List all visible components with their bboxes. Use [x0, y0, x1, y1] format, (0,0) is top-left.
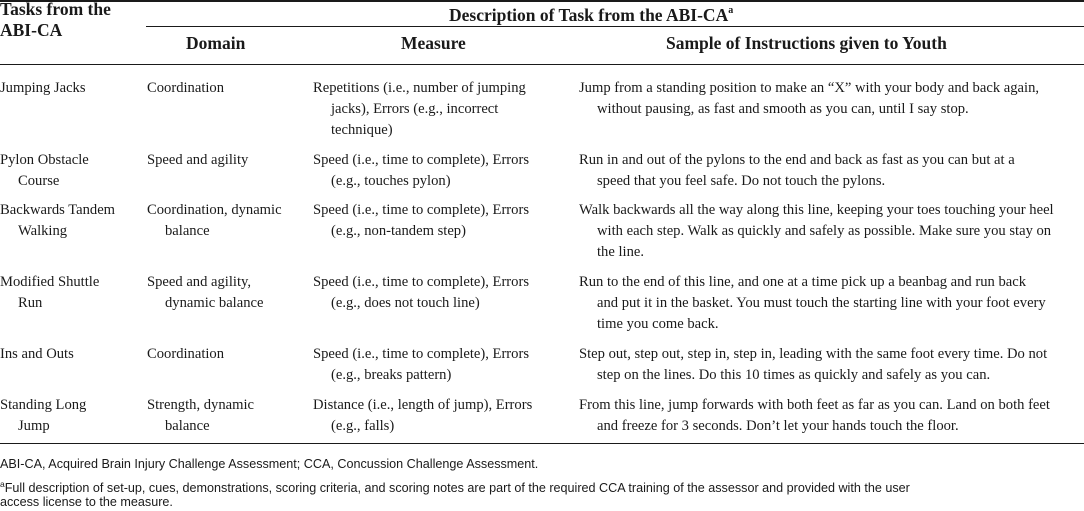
row-6-measure: Distance (i.e., length of jump), Errors (e.g., falls) [313, 397, 533, 434]
header-measure: Measure [401, 33, 466, 53]
row-6-instructions: From this line, jump forwards with both feet as far as you can. Land on both feet and freeze for 3 seconds. Don’t let your hands touch the floor. [579, 397, 1050, 434]
row-3-task: Backwards Tandem Walking [0, 202, 116, 239]
row-5-task: Ins and Outs [0, 346, 74, 362]
row-4-instructions: Run to the end of this line, and one at a time pick up a beanbag and run back and put it in the basket. You must touch the starting line with your foot every time you come back. [579, 274, 1046, 332]
row-3-measure: Speed (i.e., time to complete), Errors (e.g., non-tandem step) [313, 202, 529, 239]
footnote-a-line-2: access license to the measure. [0, 495, 173, 509]
row-2-domain: Speed and agility [147, 152, 249, 168]
row-2-measure: Speed (i.e., time to complete), Errors (e.g., touches pylon) [313, 152, 529, 189]
header-bottom-rule [0, 64, 1084, 65]
row-5-measure: Speed (i.e., time to complete), Errors (e.g., breaks pattern) [313, 346, 529, 383]
footnote-abbreviations: ABI-CA, Acquired Brain Injury Challenge Assessment; CCA, Concussion Challenge Assessment. [0, 457, 539, 471]
row-4-measure: Speed (i.e., time to complete), Errors (e.g., does not touch line) [313, 274, 529, 311]
row-6-domain: Strength, dynamic balance [147, 397, 255, 434]
row-2-instructions: Run in and out of the pylons to the end and back as fast as you can but at a speed that you feel safe. Do not touch the pylons. [579, 152, 1015, 189]
row-1-instructions: Jump from a standing position to make an “X” with your body and back again, without pausing, as fast and smooth as you can, until I say stop. [579, 80, 1040, 117]
row-1-measure: Repetitions (i.e., number of jumping jacks), Errors (e.g., incorrect technique) [313, 80, 526, 138]
group-header-rule [146, 26, 1084, 27]
row-3-instructions: Walk backwards all the way along this line, keeping your toes touching your heel with each step. Walk as quickly and safely as possible. Make sure you stay on the line. [579, 202, 1054, 260]
footnote-marker: a [0, 479, 5, 489]
row-5-instructions: Step out, step out, step in, step in, leading with the same foot every time. Do not step on the lines. Do this 10 times as quickly and safely as you can. [579, 346, 1048, 383]
header-tasks: Tasks from the ABI-CA [0, 0, 111, 40]
header-instructions: Sample of Instructions given to Youth [666, 33, 947, 53]
row-2-task: Pylon Obstacle Course [0, 152, 89, 189]
header-group-title: Description of Task from the ABI-$CA^a$ [449, 5, 734, 25]
header-domain: Domain [186, 33, 246, 53]
row-5-domain: Coordination [147, 346, 225, 362]
footnote-a-line-1: $^a$Full description of set-up, cues, demonstrations, scoring criteria, and scoring notes are part of the required CCA training of the assessor and provided with the user [0, 479, 910, 495]
row-1-task: Jumping Jacks [0, 80, 86, 96]
row-3-domain: Coordination, dynamic balance [147, 202, 282, 239]
table-bottom-rule [0, 443, 1084, 444]
row-1-domain: Coordination [147, 80, 225, 96]
row-4-domain: Speed and agility, dynamic balance [147, 274, 264, 311]
row-4-task: Modified Shuttle Run [0, 274, 100, 311]
row-6-task: Standing Long Jump [0, 397, 87, 434]
